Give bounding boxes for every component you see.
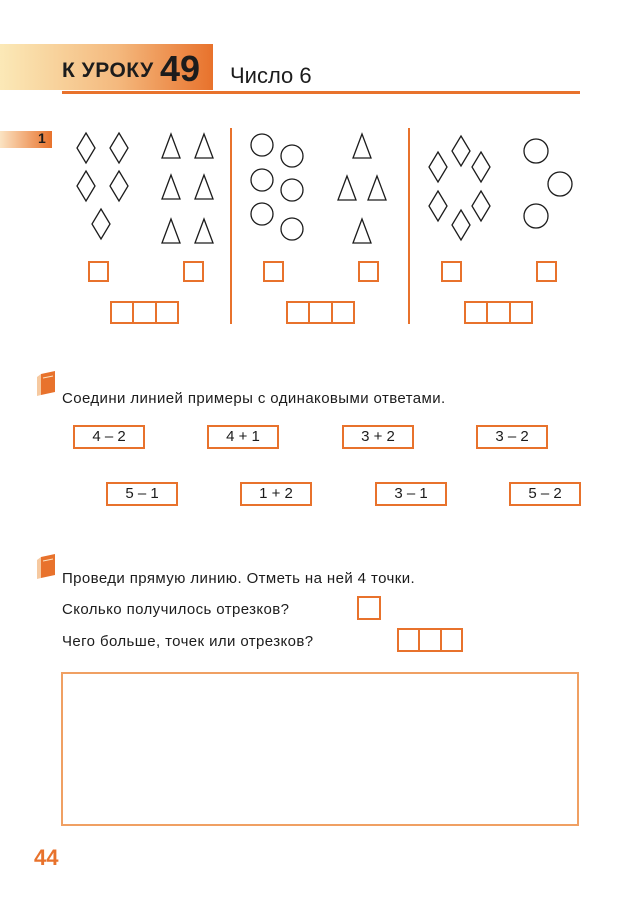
- answer-box[interactable]: [183, 261, 204, 282]
- circle-shape: [251, 203, 273, 225]
- diamond-shape: [452, 210, 470, 240]
- triple-answer-box[interactable]: [397, 628, 463, 652]
- diamond-shape: [429, 191, 447, 221]
- triangle-shape: [195, 175, 213, 199]
- expression-card[interactable]: 3 – 2: [476, 425, 548, 449]
- task2-instruction: Соедини линией примеры с одинаковыми ответами.: [62, 390, 446, 407]
- circle-shape: [281, 145, 303, 167]
- triangle-shape: [353, 134, 371, 158]
- triple-answer-box[interactable]: [464, 301, 533, 324]
- circle-shape: [524, 139, 548, 163]
- circle-shape: [281, 179, 303, 201]
- answer-box[interactable]: [357, 596, 381, 620]
- circle-shape: [548, 172, 572, 196]
- diamond-shape: [77, 171, 95, 201]
- diamond-shape: [472, 191, 490, 221]
- triangle-shape: [195, 219, 213, 243]
- circle-shape: [524, 204, 548, 228]
- expression-card[interactable]: 5 – 1: [106, 482, 178, 506]
- page-number: 44: [34, 845, 59, 870]
- task-number: 1: [38, 130, 46, 146]
- drawing-area[interactable]: [61, 672, 579, 826]
- circle-shape: [251, 169, 273, 191]
- lesson-number: 49: [160, 48, 201, 89]
- circle-shape: [281, 218, 303, 240]
- circle-shape: [251, 134, 273, 156]
- triangle-shape: [338, 176, 356, 200]
- triangle-shape: [353, 219, 371, 243]
- book-icon: [35, 370, 59, 396]
- expression-card[interactable]: 3 – 1: [375, 482, 447, 506]
- diamond-shape: [472, 152, 490, 182]
- expression-card[interactable]: 5 – 2: [509, 482, 581, 506]
- diamond-shape: [110, 133, 128, 163]
- triple-answer-box[interactable]: [286, 301, 355, 324]
- triangle-shape: [162, 175, 180, 199]
- expression-card[interactable]: 3 + 2: [342, 425, 414, 449]
- lesson-label: К УРОКУ: [62, 59, 154, 82]
- book-icon: [35, 553, 59, 579]
- triangle-shape: [162, 134, 180, 158]
- answer-box[interactable]: [263, 261, 284, 282]
- task3-line3: Чего больше, точек или отрезков?: [62, 633, 314, 650]
- triangle-shape: [195, 134, 213, 158]
- task3-line2: Сколько получилось отрезков?: [62, 601, 290, 618]
- diamond-shape: [110, 171, 128, 201]
- diamond-shape: [92, 209, 110, 239]
- diamond-shape: [452, 136, 470, 166]
- diamond-shape: [429, 152, 447, 182]
- expression-card[interactable]: 1 + 2: [240, 482, 312, 506]
- diamond-shape: [77, 133, 95, 163]
- answer-box[interactable]: [536, 261, 557, 282]
- answer-box[interactable]: [88, 261, 109, 282]
- triangle-shape: [368, 176, 386, 200]
- expression-card[interactable]: 4 + 1: [207, 425, 279, 449]
- triple-answer-box[interactable]: [110, 301, 179, 324]
- topic-title: Число 6: [230, 63, 312, 88]
- triangle-shape: [162, 219, 180, 243]
- expression-card[interactable]: 4 – 2: [73, 425, 145, 449]
- answer-box[interactable]: [358, 261, 379, 282]
- task3-line1: Проведи прямую линию. Отметь на ней 4 точки.: [62, 570, 416, 587]
- answer-box[interactable]: [441, 261, 462, 282]
